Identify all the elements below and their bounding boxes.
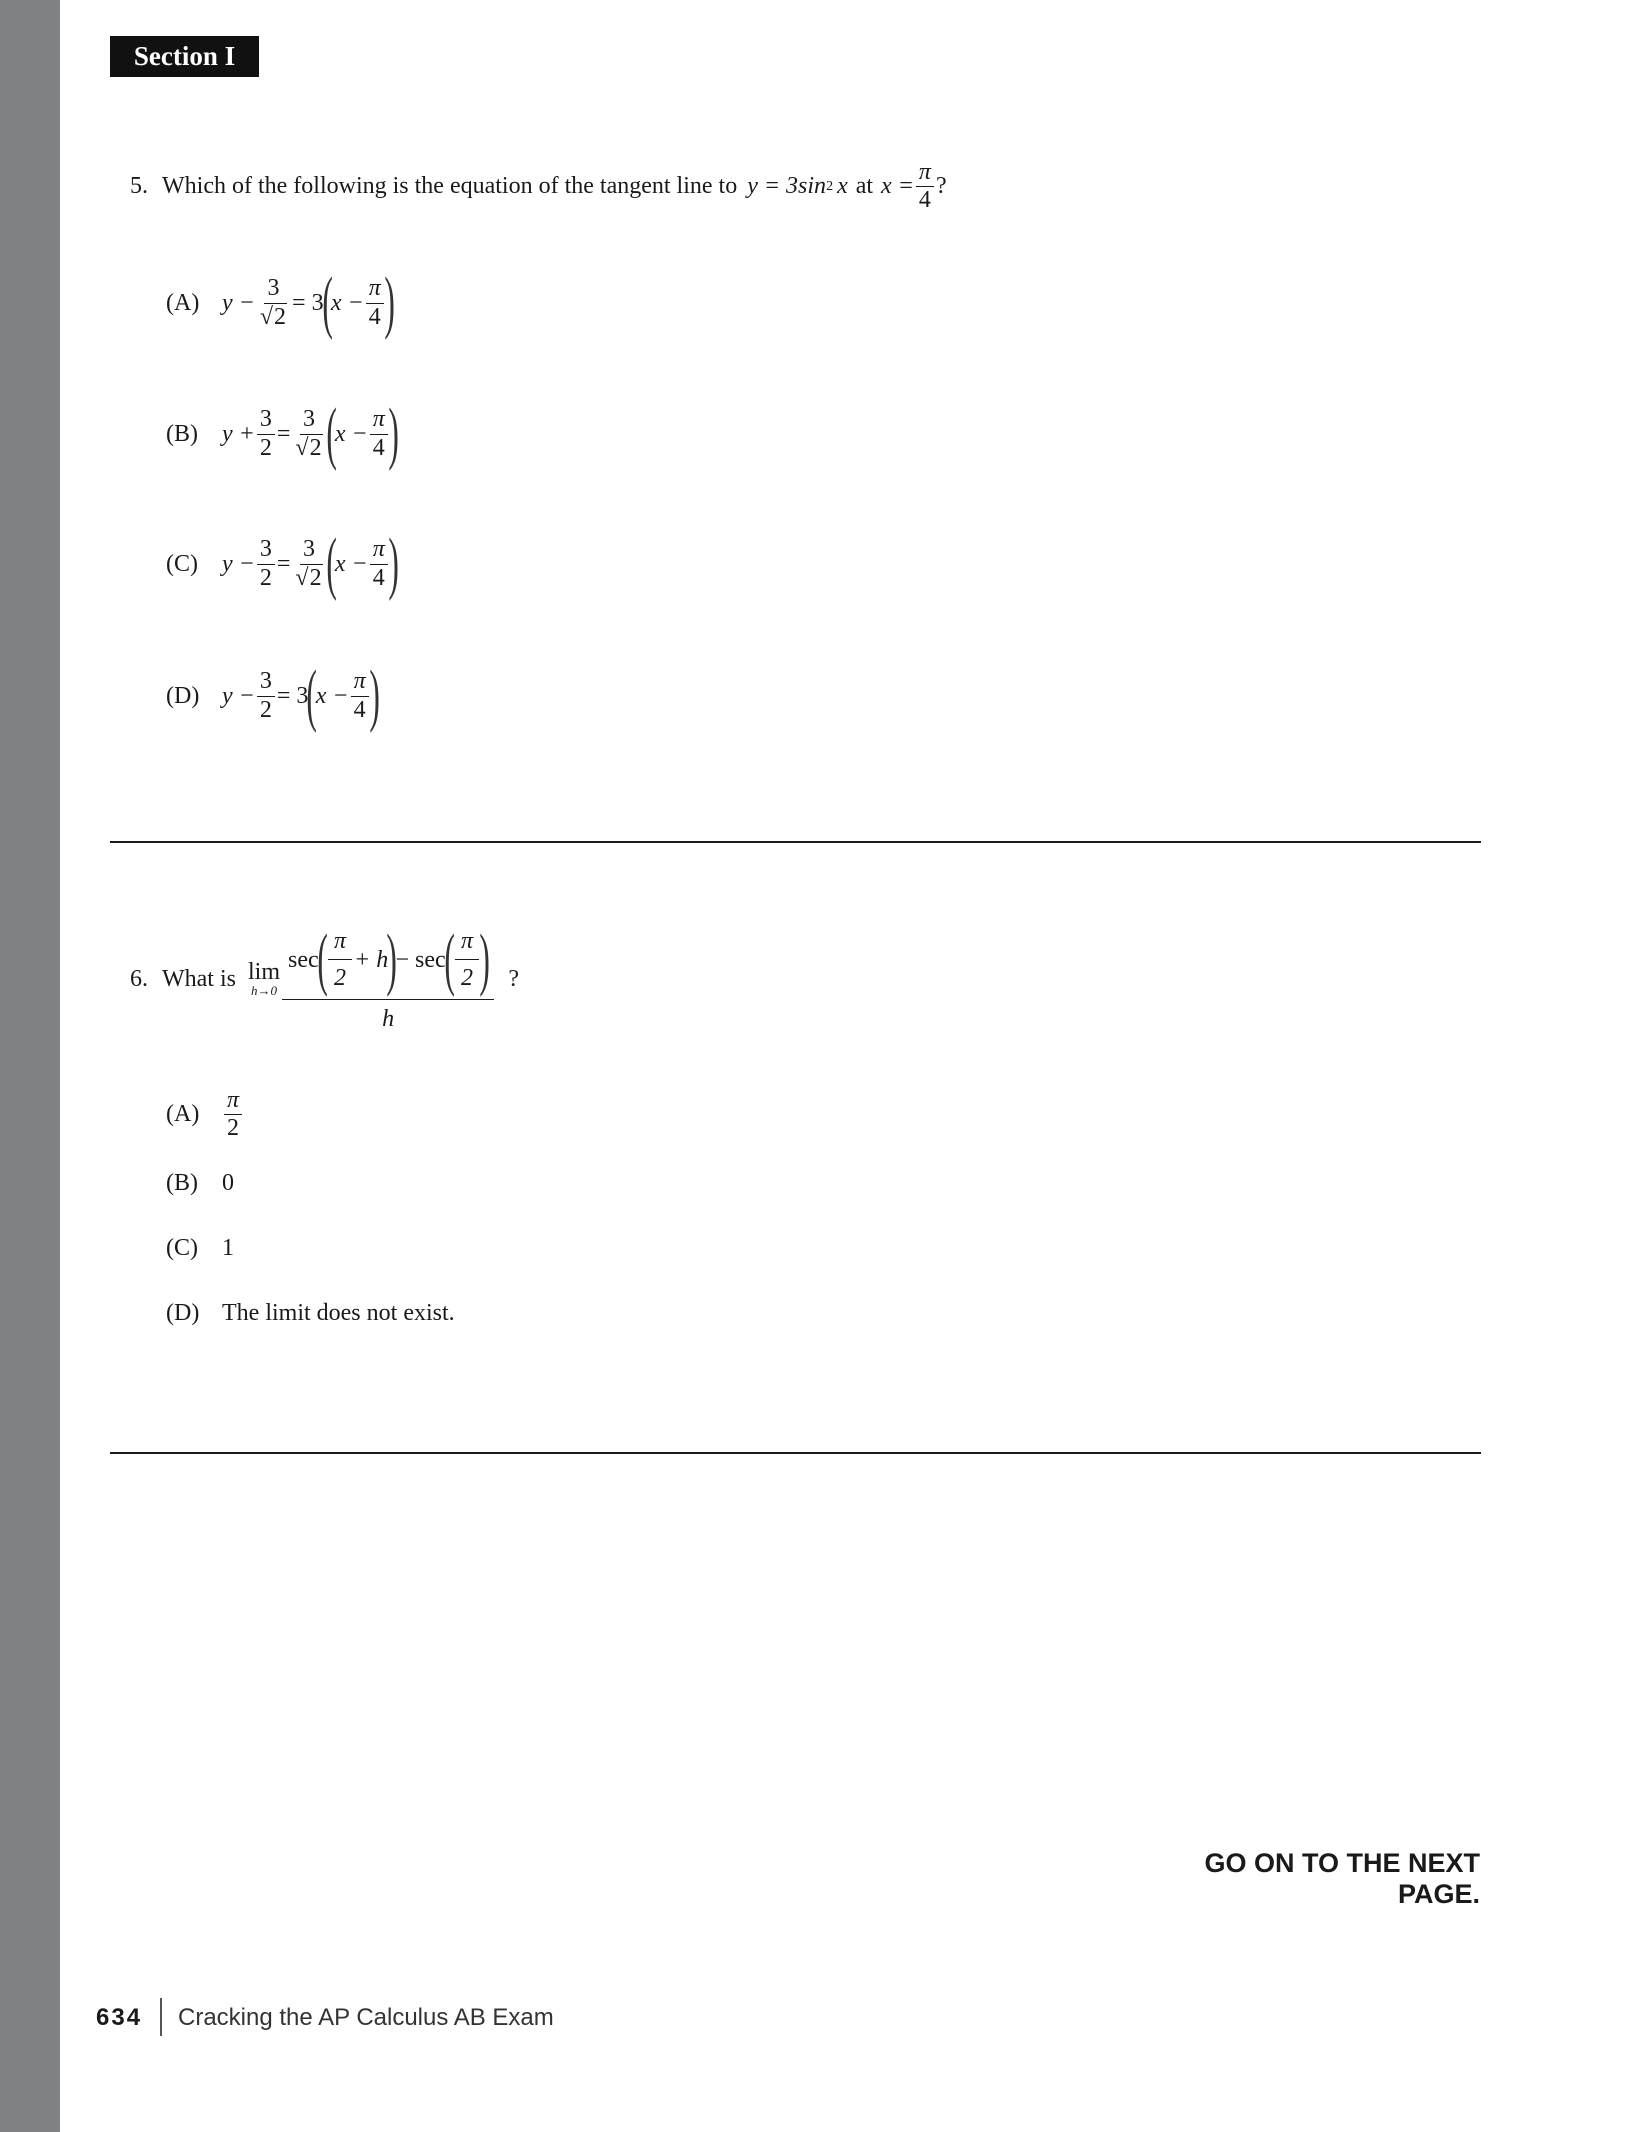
footer-divider (160, 1998, 162, 2036)
q5-option-b[interactable]: (B) y + $\frac{3}{2}$ = $\frac{3}{√2}$ ( x − $\frac{\pi}{4}$ ) (166, 395, 399, 472)
function-var: x (837, 173, 848, 200)
question-number: 6. (130, 965, 148, 992)
question-number: 5. (130, 173, 148, 200)
q5-option-c[interactable]: (C) y − $\frac{3}{2}$ = $\frac{3}{√2}$ ( x − $\frac{\pi}{4}$ ) (166, 525, 399, 602)
exponent: 2 (826, 178, 834, 194)
question-text: Which of the following is the equation of the tangent line to (162, 173, 738, 200)
question-text: What is (162, 965, 236, 992)
section-label: Section I (110, 36, 259, 77)
question-mark: ? (508, 965, 520, 992)
q6-option-d[interactable]: (D) The limit does not exist. (166, 1300, 455, 1326)
question-6-stem (130, 921, 520, 1033)
question-5-stem (130, 160, 947, 213)
side-margin-bar (0, 0, 60, 2132)
next-page-notice: GO ON TO THE NEXT PAGE. (1204, 1848, 1480, 1909)
at-word: at (855, 173, 874, 200)
q6-option-c[interactable]: (C) 1 (166, 1235, 234, 1261)
q6-option-a[interactable]: (A) $\frac{\pi}{2}$ (166, 1088, 244, 1141)
q5-option-a[interactable]: (A) y − $\frac{3}{√2}$ = 3 ( x − $\frac{\pi}{4}$ ) (166, 264, 395, 341)
x-equals: x = (881, 173, 914, 200)
question-mark: ? (935, 173, 947, 200)
divider-rule-1 (110, 841, 1481, 843)
function-lhs: y = 3sin (747, 173, 827, 200)
difference-quotient: sec ( $\frac{\pi}{2}$ + h ) − sec ( $\frac{\pi}{2}$ ) h (282, 925, 494, 1033)
q5-option-d[interactable]: (D) y − $\frac{3}{2}$ = 3 ( x − $\frac{\pi}{4}$ ) (166, 657, 380, 734)
divider-rule-2 (110, 1452, 1481, 1454)
q6-option-b[interactable]: (B) 0 (166, 1170, 234, 1196)
pi-over-4: $\frac{\pi}{4}$ (916, 160, 934, 213)
book-title: Cracking the AP Calculus AB Exam (178, 2004, 554, 2031)
page-number: 634 (96, 2004, 143, 2031)
limit-operator: lim h→0 (247, 959, 280, 998)
